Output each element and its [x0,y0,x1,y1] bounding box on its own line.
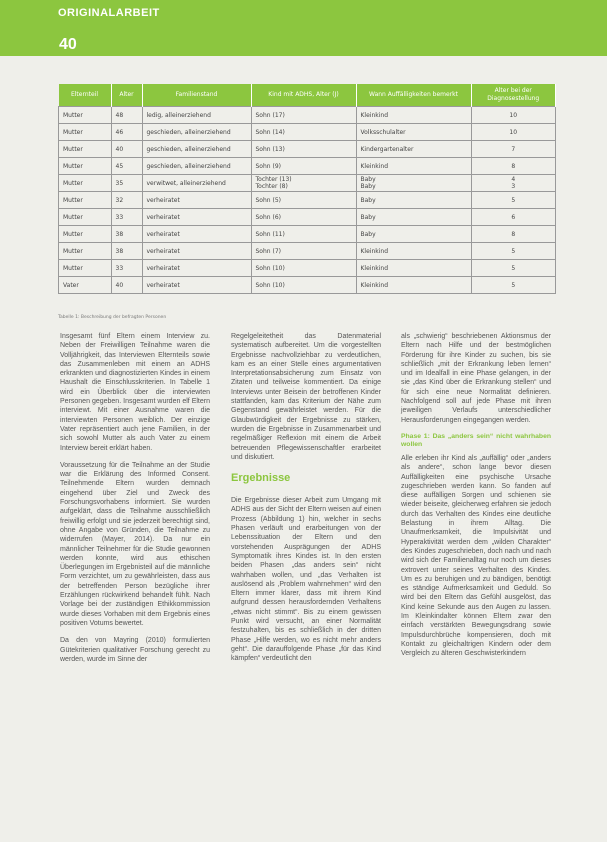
table-cell: geschieden, alleinerziehend [142,141,251,158]
table-cell: Vater [59,277,112,294]
table-cell: 8 [471,226,556,243]
table-cell: Baby [356,226,471,243]
text-column-1 [60,332,210,672]
table-header-row [59,84,556,107]
table-cell: Baby Baby [356,175,471,192]
table-cell: 46 [111,124,142,141]
table-row [59,141,556,158]
table-cell: 5 [471,192,556,209]
table-cell: 45 [111,158,142,175]
table-cell: ledig, alleinerziehend [142,107,251,124]
table-cell: geschieden, alleinerziehend [142,124,251,141]
table-cell: Mutter [59,175,112,192]
subsection-heading: Phase 1: Das „anders sein“ nicht wahrhaben wollen [401,432,551,449]
table-cell: 8 [471,158,556,175]
paragraph: Voraussetzung für die Teilnahme an der Studie war die Erklärung des Informed Consent. Teilnehmende Eltern wurden demnach eingehend über Ziel und Zweck des Forschungsvorhabens informiert. Sie wurden aufgeklärt, dass die Teilnahme ausschließlich freiwillig erfolgt und sie jederzeit berechtigt sind, ohne Angabe von Gründen, die Teilnahme zu widerrufen (Mayer, 2014). Da nur ein männlicher Teilnehmer für die Studie gewonnen werden konnte, wird aus ethischen Überlegungen im Ergebnisteil auf die männliche Form verzichtet, um zu gewährleisten, dass aus der betreffenden Person bezügliche ihrer Erzählungen rückwirkend behandelt fühlt. Nach Vorlage bei der zuständigen Ethikkommission wurde dieses Vorhaben mit dem Ergebnis eines positiven Votums bewertet. [60,461,210,627]
table-cell: 7 [471,141,556,158]
page-number: 40 [59,36,77,53]
table-cell: 33 [111,260,142,277]
section-heading: Ergebnisse [231,472,291,485]
table-cell: Baby [356,209,471,226]
table-cell: Kleinkind [356,243,471,260]
table-row [59,260,556,277]
table-cell: verheiratet [142,243,251,260]
table-row [59,175,556,192]
table-cell: Sohn (10) [251,260,356,277]
col-header: Alter bei der Diagnosestellung [471,84,556,107]
table-cell: Mutter [59,192,112,209]
table-cell: verheiratet [142,260,251,277]
header-bar [0,0,607,56]
section-label: ORIGINALARBEIT [58,7,160,19]
table-cell: Kleinkind [356,260,471,277]
table-cell: Sohn (9) [251,158,356,175]
table-cell: Kleinkind [356,107,471,124]
table-cell: 5 [471,277,556,294]
table-cell: Sohn (14) [251,124,356,141]
table-cell: 10 [471,124,556,141]
participants-table [58,84,556,294]
table-cell: 4 3 [471,175,556,192]
table-cell: Tochter (13) Tochter (8) [251,175,356,192]
table-cell: 10 [471,107,556,124]
table-cell: Baby [356,192,471,209]
table-cell: Mutter [59,124,112,141]
table-cell: 5 [471,260,556,277]
paragraph: Regelgeleitetheit das Datenmaterial systematisch aufbereitet. Um die vorgestellten Ergebnisse nachvollziehbar zu verdeutlichen, kam es an einer Stelle eines argumentativen Interpretationsabsicherung zum Einsatz von Zitaten und teilweise kommentiert. Da einige Interviews unter Beisein der betroffenen Kinder stattfanden, kam das Kriterium der Nähe zum Gegenstand gewährleistet werden. Für die Glaubwürdigkeit der Ergebnisse zu stärken, wurden die Ergebnisse in Zusammenarbeit und regelmäßiger Reflexion mit einem die Arbeit betreuenden Pflegewissenschaftler erarbeitet und diskutiert. [231,333,381,461]
table-cell: 40 [111,141,142,158]
table-cell: verwitwet, alleinerziehend [142,175,251,192]
table-cell: Sohn (13) [251,141,356,158]
table-row [59,192,556,209]
table-cell: 5 [471,243,556,260]
text-column-3 [401,332,551,667]
table-cell: 38 [111,243,142,260]
table-cell: verheiratet [142,192,251,209]
table-cell: Sohn (5) [251,192,356,209]
table-cell: verheiratet [142,209,251,226]
table-cell: Sohn (7) [251,243,356,260]
col-header: Elternteil [59,84,112,107]
table-cell: 33 [111,209,142,226]
table-cell: Sohn (11) [251,226,356,243]
table-cell: Sohn (6) [251,209,356,226]
table-cell: 35 [111,175,142,192]
table-cell: Volksschulalter [356,124,471,141]
table-row [59,107,556,124]
table-row [59,243,556,260]
table-row [59,226,556,243]
table-cell: 40 [111,277,142,294]
table-cell: Mutter [59,141,112,158]
col-header: Kind mit ADHS, Alter (J) [251,84,356,107]
table-row [59,209,556,226]
table-row [59,277,556,294]
table-cell: Mutter [59,209,112,226]
table-cell: Sohn (17) [251,107,356,124]
table-cell: 38 [111,226,142,243]
table-cell: Mutter [59,260,112,277]
col-header: Familienstand [142,84,251,107]
paragraph: Die Ergebnisse dieser Arbeit zum Umgang mit ADHS aus der Sicht der Eltern weisen auf einen Prozess (Abbildung 1) hin, welcher in sechs Phasen verläuft und erarbeitungen von der Lebenssituation der Eltern und den vorstehenden Ausprägungen der ADHS Symptomatik ihres Kindes ist. In den ersten beiden Phasen „das anders sein“ nicht wahrhaben wollen, und „das Verhalten ist auslösend als ,Problem wahrnehmen“ wird den Eltern immer klarer, dass mit ihrem Kind aufgrund dessen herausfordernden Verhaltens „etwas nicht stimmt“. Bis zu einem gewissen Punkt wird versucht, an einer Normalität festzuhalten, bis es schließlich in der dritten Phase „Hilfe werden, wo es nicht mehr anders geht“. Die darauffolgende Phase „für das Kind kämpfen“ verdeutlicht den [231,497,381,663]
table-row [59,124,556,141]
col-header: Wann Auffälligkeiten bemerkt [356,84,471,107]
table-cell: Mutter [59,107,112,124]
paragraph: Da den von Mayring (2010) formulierten Gütekriterien qualitativer Forschung gerecht zu werden, wurde im Sinne der [60,637,210,663]
table-cell: geschieden, alleinerziehend [142,158,251,175]
table-cell: Mutter [59,226,112,243]
table-cell: Sohn (10) [251,277,356,294]
table-cell: Mutter [59,243,112,260]
table-row [59,158,556,175]
table-cell: verheiratet [142,226,251,243]
table-cell: Kleinkind [356,277,471,294]
table-cell: verheiratet [142,277,251,294]
paragraph: als „schwierig“ beschriebenen Aktionsmus der Eltern nach Hilfe und der bestmöglichen Förderung für ihre Kinder zu suchen, bis sie schließlich „mit der Erkrankung leben lernen“ und im Idealfall in eine Phase gelangen, in der sie „das Kind über die Erkrankung stellen“ und für sich eine neue Normalität definieren. Nachfolgend soll auf jede Phase mit ihren jeweiligen Verlaufs unterschiedlicher Herausforderungen eingegangen werden. [401,333,551,424]
paragraph: Alle erleben ihr Kind als „auffällig“ oder „anders als andere“, schon lange bevor diesen Auffälligkeiten eine psychische Ursache zugeschrieben werden kann. So fanden auf diese auffälligen Sorgen und schienen sie wieder beiseite, gleicherweg erfahren sie jedoch durch das Verhalten des Kindes eine deutliche Belastung in ihrem Alltag. Die Unaufmerksamkeit, die Impulsivität und Hyperaktivität werden dem „wilden Charakter“ des Kindes zugeschrieben, doch nach und nach wird sich der Familienalltag nur noch um dieses extrovert unter seines Verhalten des Kindes. Um es zu beruhigen und zu bändigen, benötigt es ständige Aufmerksamkeit und Geduld. So wird bei den Eltern das Gefühl ausgelöst, das Kind keine Sekunde aus den Augen zu lassen. Im Kleinkindalter können Eltern zwar den einfach verstärkten Bewegungsdrang sowie Impulsdurchbrüche kompensieren, doch mit Kontakt zu gleichaltrigen Kindern oder dem Vergleich zu älteren Geschwisterkindern [401,454,551,658]
table-cell: Kindergartenalter [356,141,471,158]
table-cell: Kleinkind [356,158,471,175]
paragraph: Insgesamt fünf Eltern einem Interview zu. Neben der Freiwilligen Teilnahme waren die Volljährigkeit, das Interviewen Elternteils sowie das Zusammenleben mit einem an ADHS erkrankten und diagnostizierten Kindes in einem Haushalt die Einschlusskriterien. In Tabelle 1 wird ein Überblick über die interviewten Personen gegeben. Insgesamt wurden elf Eltern interviewt. Mit einer Ausnahme waren die interviewten Personen weiblich. Der einzige Vater repräsentiert auch jene Familien, in der sich sowohl Mutter als auch Vater zu einem Interview bereit erklärt haben. [60,333,210,452]
table-cell: 6 [471,209,556,226]
text-column-2 [231,332,381,672]
table-cell: Mutter [59,158,112,175]
table-caption: Tabelle 1: Beschreibung der befragten Personen [58,315,167,320]
table-cell: 32 [111,192,142,209]
col-header: Alter [111,84,142,107]
table-cell: 48 [111,107,142,124]
